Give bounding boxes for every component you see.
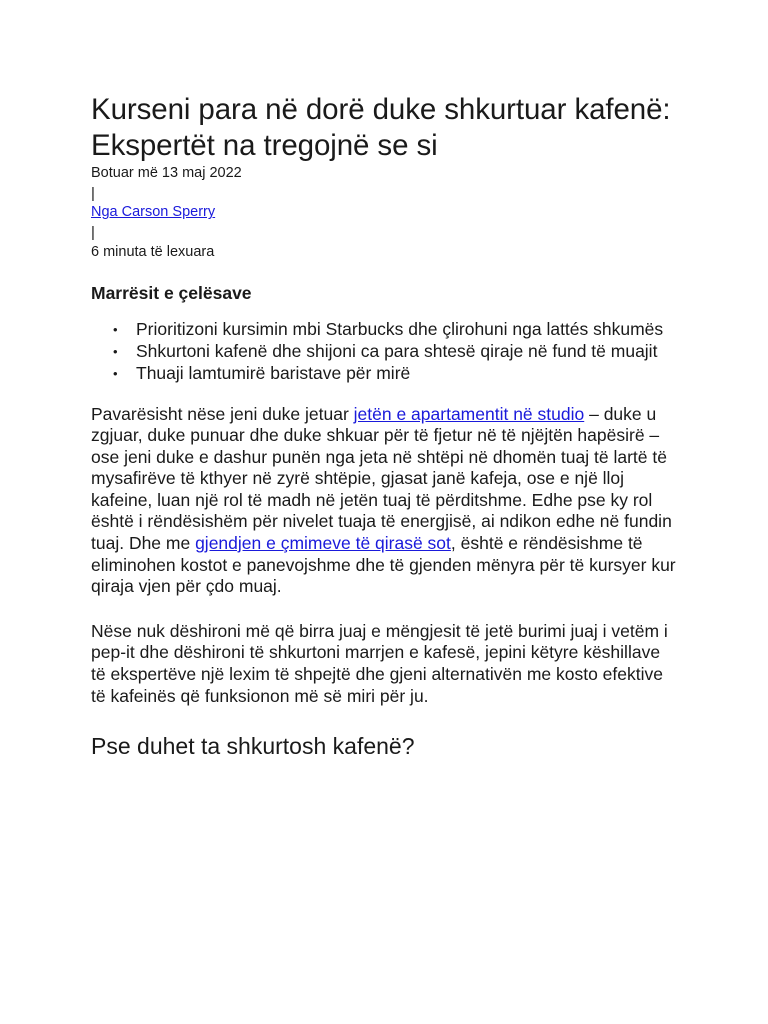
- list-item-text: Shkurtoni kafenë dhe shijoni ca para shtesë qiraje në fund të muajit: [136, 340, 658, 361]
- key-takeaways-list: [91, 319, 676, 385]
- body-paragraph-1: [91, 404, 676, 598]
- meta-separator: |: [91, 184, 95, 202]
- author-link[interactable]: Nga Carson Sperry: [91, 204, 216, 221]
- bullet-icon: •: [113, 343, 118, 359]
- list-item-text: Prioritizoni kursimin mbi Starbucks dhe çlirohuni nga lattés shkumës: [136, 318, 664, 339]
- author-line: [91, 203, 676, 223]
- read-time: 6 minuta të lexuara: [91, 243, 215, 260]
- published-date: Botuar më 13 maj 2022: [91, 165, 242, 181]
- paragraph-text: Pavarësisht nëse jeni duke jetuar: [91, 403, 354, 424]
- bullet-icon: •: [113, 321, 118, 337]
- meta-separator: |: [91, 224, 95, 242]
- article-title: Kurseni para në dorë duke shkurtuar kafenë: Ekspertët na tregojnë se si: [91, 93, 671, 162]
- rent-prices-link[interactable]: gjendjen e çmimeve të qirasë sot: [195, 533, 451, 554]
- body-paragraph-2: Nëse nuk dëshironi më që birra juaj e mëngjesit të jetë burimi juaj i vetëm i pep-it dhe dëshironi të shkurtoni marrjen e kafesë, jepini këtyre këshillave të ekspertëve një lexim të shpejtë dhe gjeni alternativën me kosto efektive të kafeinës që funksionon më së miri për ju.: [91, 620, 668, 706]
- list-item: [113, 340, 676, 363]
- paragraph-text: , është e rëndësishme të eliminohen kostot e panevojshme dhe të gjenden mënyra për të kursyer kur qiraja vjen për çdo muaj.: [91, 533, 676, 597]
- studio-apartment-link[interactable]: jetën e apartamentit në studio: [353, 403, 585, 424]
- bullet-icon: •: [113, 365, 118, 381]
- paragraph-text: – duke u zgjuar, duke punuar dhe duke shkuar për të fjetur në të njëjtën hapësirë – ose jeni duke e dashur punën nga jeta në shtëpi në dhomën tuaj të lartë të mysafirëve të kthyer në zyrë shtëpie, gjasat janë kafeja, ose e një lloj kafeine, luan një rol të madh në jetën tuaj të përditshme. Edhe pse ky rol është i rëndësishëm për nivelet tuaja të energjisë, ai ndikon edhe në fundin tuaj. Dhe me: [91, 403, 672, 554]
- list-item: [113, 362, 676, 385]
- section-heading: Pse duhet ta shkurtosh kafenë?: [91, 733, 415, 760]
- key-takeaways-heading: Marrësit e çelësave: [91, 282, 252, 303]
- article-content: [91, 92, 676, 760]
- list-item-text: Thuaji lamtumirë baristave për mirë: [136, 362, 411, 383]
- list-item: [113, 318, 676, 341]
